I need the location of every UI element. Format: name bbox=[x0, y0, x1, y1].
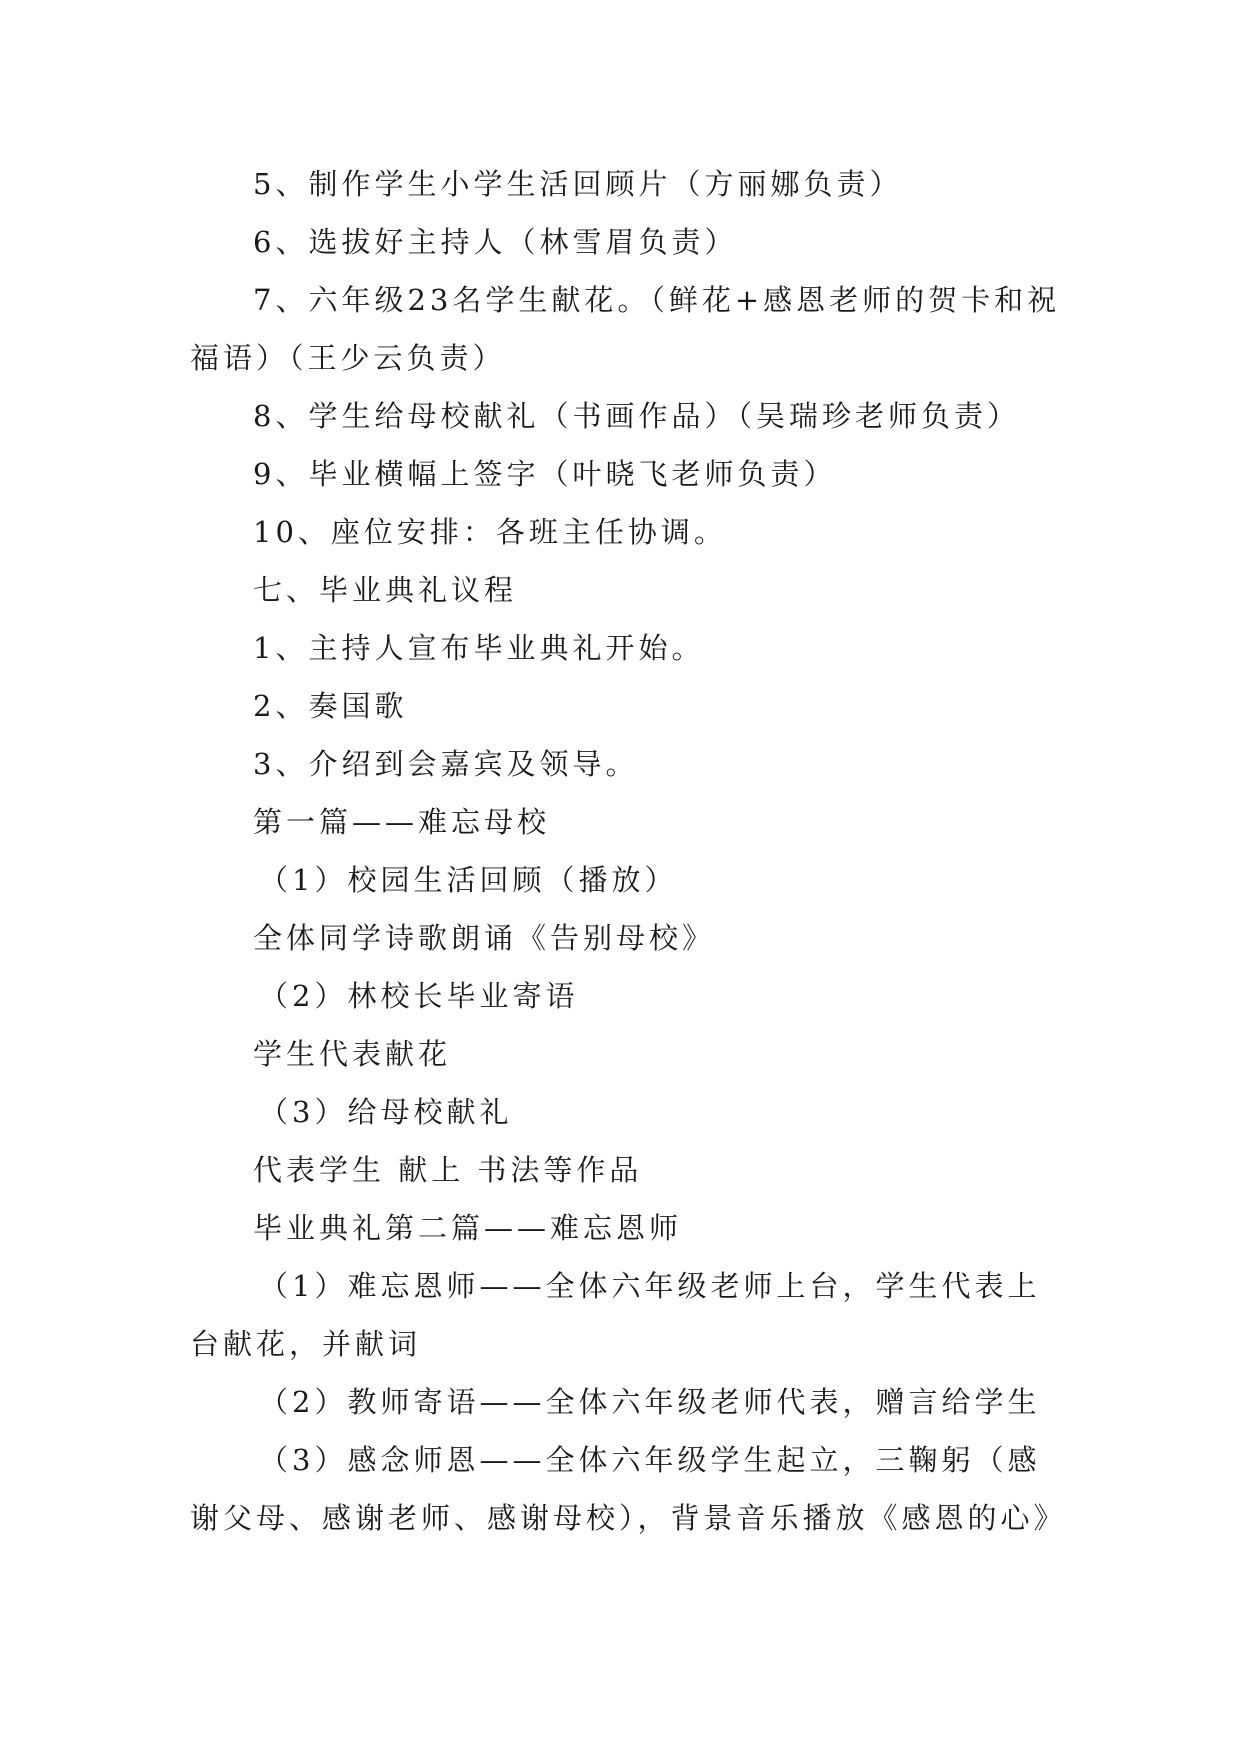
text-line: 6、选拔好主持人（林雪眉负责） bbox=[253, 225, 738, 259]
text-line: 2、奏国歌 bbox=[253, 689, 408, 723]
text-line: （1）校园生活回顾（播放） bbox=[259, 863, 678, 897]
text-line: （2）林校长毕业寄语 bbox=[259, 979, 579, 1013]
text-line: 福语）（王少云负责） bbox=[190, 341, 506, 375]
text-line: 9、毕业横幅上签字（叶晓飞老师负责） bbox=[253, 457, 837, 491]
subsection-heading: 第一篇——难忘母校 bbox=[253, 805, 551, 839]
text-line: （1）难忘恩师——全体六年级老师上台，学生代表上 bbox=[259, 1269, 1041, 1303]
text-line: 5、制作学生小学生活回顾片（方丽娜负责） bbox=[253, 167, 903, 201]
text-line: 代表学生 献上 书法等作品 bbox=[253, 1153, 643, 1187]
text-line: 台献花，并献词 bbox=[190, 1327, 422, 1361]
text-line: （3）感念师恩——全体六年级学生起立，三鞠躬（感 bbox=[259, 1443, 1041, 1477]
text-line: （3）给母校献礼 bbox=[259, 1095, 513, 1129]
text-line: 全体同学诗歌朗诵《告别母校》 bbox=[253, 921, 716, 955]
text-line: （2）教师寄语——全体六年级老师代表，赠言给学生 bbox=[259, 1385, 1041, 1419]
subsection-heading: 毕业典礼第二篇——难忘恩师 bbox=[253, 1211, 683, 1245]
section-heading: 七、毕业典礼议程 bbox=[253, 573, 518, 607]
text-line: 1、主持人宣布毕业典礼开始。 bbox=[253, 631, 705, 665]
text-line: 3、介绍到会嘉宾及领导。 bbox=[253, 747, 639, 781]
text-line: 学生代表献花 bbox=[253, 1037, 452, 1071]
text-line: 8、学生给母校献礼（书画作品）（吴瑞珍老师负责） bbox=[253, 399, 1020, 433]
text-line: 10、座位安排：各班主任协调。 bbox=[253, 515, 727, 549]
text-line: 谢父母、感谢老师、感谢母校），背景音乐播放《感恩的心》 bbox=[190, 1501, 1067, 1535]
text-line: 7、六年级23名学生献花。（鲜花+感恩老师的贺卡和祝 bbox=[253, 283, 1061, 317]
